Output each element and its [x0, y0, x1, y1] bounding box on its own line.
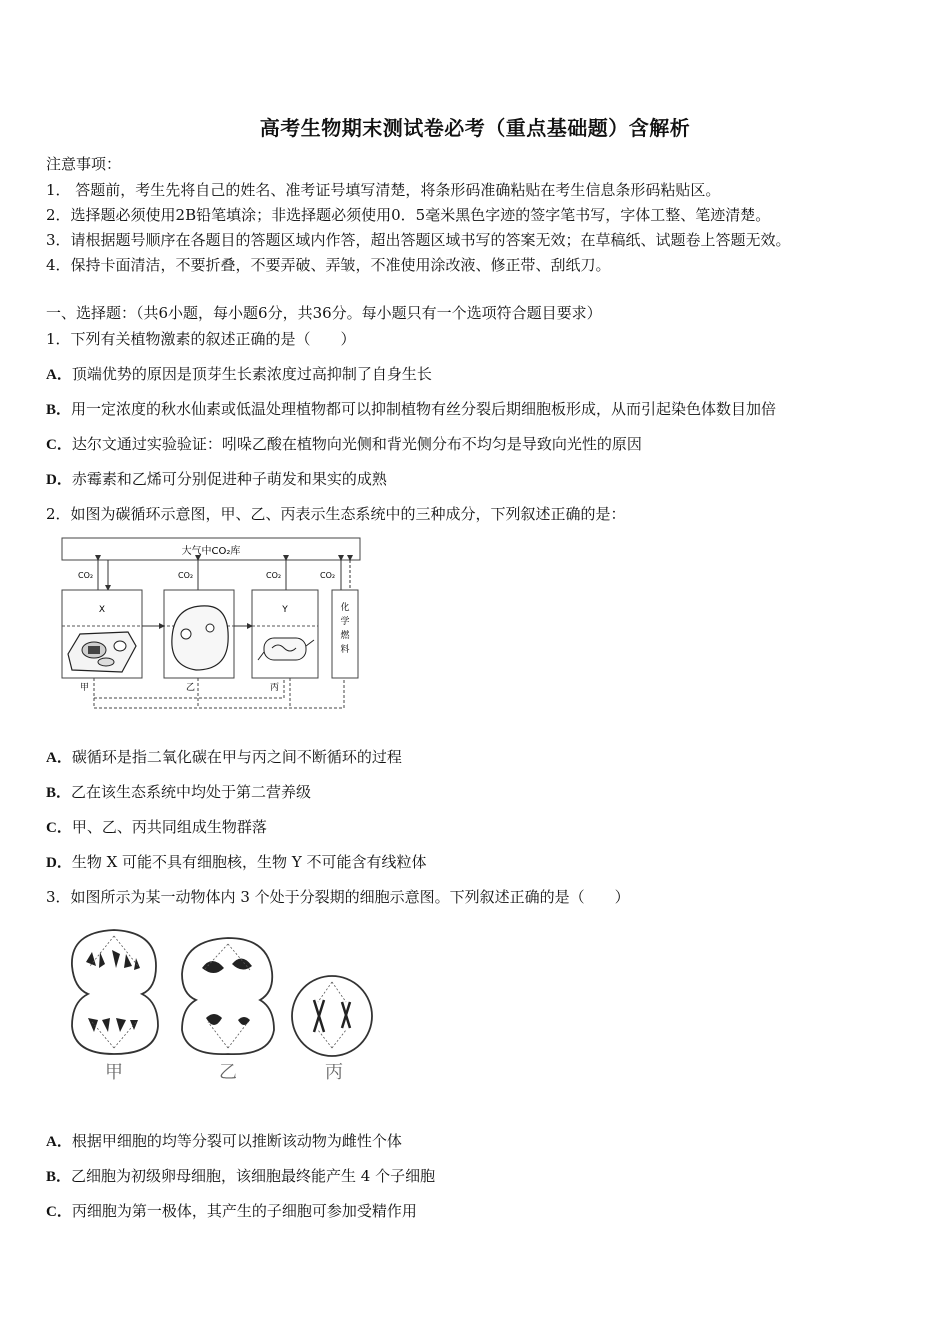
option-key: C． [46, 1204, 72, 1220]
q1-stem: 1．下列有关植物激素的叙述正确的是（ ） [46, 330, 356, 348]
option-key: D． [46, 472, 72, 488]
animal-cell-icon [172, 606, 228, 670]
co2-label-2: CO₂ [178, 571, 194, 580]
option-key: B． [46, 402, 72, 418]
option-text: 根据甲细胞的均等分裂可以推断该动物为雌性个体 [71, 1132, 402, 1150]
option-key: C． [46, 437, 72, 453]
q2-option-a [46, 747, 402, 768]
label-y: Y [282, 605, 288, 615]
co2-label-1: CO₂ [78, 571, 94, 580]
option-key: A． [46, 1134, 72, 1150]
label-jia: 甲 [105, 1062, 123, 1083]
q1-option-d [46, 469, 387, 490]
notice-item-4: 4．保持卡面清洁，不要折叠，不要弄破、弄皱，不准使用涂改液、修正带、刮纸刀。 [46, 256, 611, 274]
option-text: 用一定浓度的秋水仙素或低温处理植物都可以抑制植物有丝分裂后期细胞板形成，从而引起染色体数目加倍 [71, 400, 777, 418]
plant-cell-icon [68, 632, 136, 672]
notice-item-1: 1． 答题前，考生先将自己的姓名、准考证号填写清楚，将条形码准确粘贴在考生信息条形码粘贴区。 [46, 181, 721, 199]
notice-item-3: 3．请根据题号顺序在各题目的答题区域内作答，超出答题区域书写的答案无效；在草稿纸、试题卷上答题无效。 [46, 231, 791, 249]
label-jia: 甲 [80, 683, 90, 693]
label-bing: 丙 [270, 683, 280, 693]
q1-option-c [46, 434, 642, 455]
q3-stem: 3．如图所示为某一动物体内 3 个处于分裂期的细胞示意图。下列叙述正确的是（ ） [46, 888, 630, 906]
cell-bing-icon [292, 976, 372, 1056]
cell-division-diagram [62, 922, 382, 1087]
carbon-cycle-diagram [58, 534, 368, 714]
label-x: X [98, 605, 106, 615]
option-text: 达尔文通过实验验证：吲哚乙酸在植物向光侧和背光侧分布不均匀是导致向光性的原因 [71, 435, 642, 453]
box-bing [252, 590, 318, 678]
option-key: A． [46, 367, 72, 383]
fuel-char-3: 燃 [340, 631, 350, 641]
q3-option-a [46, 1131, 402, 1152]
fuel-char-1: 化 [340, 603, 350, 613]
q1-option-b [46, 399, 776, 420]
q3-option-c [46, 1201, 417, 1222]
option-text: 生物 X 可能不具有细胞核，生物 Y 不可能含有线粒体 [71, 853, 427, 871]
fuel-char-4: 料 [340, 645, 350, 655]
cell-jia-icon [72, 930, 158, 1054]
q2-option-b [46, 782, 311, 803]
label-bing: 丙 [325, 1062, 343, 1083]
option-text: 乙细胞为初级卵母细胞，该细胞最终能产生 4 个子细胞 [71, 1167, 436, 1185]
option-text: 丙细胞为第一极体，其产生的子细胞可参加受精作用 [71, 1202, 417, 1220]
decomposer-lines [94, 678, 344, 708]
q1-option-a [46, 364, 432, 385]
cell-yi-icon [182, 938, 274, 1054]
option-key: A． [46, 750, 72, 766]
q2-option-d [46, 852, 427, 873]
page-title: 高考生物期末测试卷必考（重点基础题）含解析 [259, 116, 691, 140]
label-yi: 乙 [219, 1062, 237, 1083]
option-text: 赤霉素和乙烯可分别促进种子萌发和果实的成熟 [71, 470, 387, 488]
option-key: B． [46, 785, 72, 801]
fuel-char-2: 学 [340, 617, 350, 627]
option-text: 乙在该生态系统中均处于第二营养级 [71, 783, 312, 801]
option-text: 甲、乙、丙共同组成生物群落 [71, 818, 267, 836]
notice-heading: 注意事项： [46, 155, 122, 173]
option-key: C． [46, 820, 72, 836]
q2-option-c [46, 817, 267, 838]
q3-option-b [46, 1166, 435, 1187]
option-text: 顶端优势的原因是顶芽生长素浓度过高抑制了自身生长 [71, 365, 432, 383]
option-key: D． [46, 855, 72, 871]
option-key: B． [46, 1169, 72, 1185]
section-heading: 一、选择题：（共6小题，每小题6分，共36分。每小题只有一个选项符合题目要求） [46, 304, 602, 322]
notice-item-2: 2．选择题必须使用2B铅笔填涂；非选择题必须使用0．5毫米黑色字迹的签字笔书写，字体工整、笔迹清楚。 [46, 206, 771, 224]
option-text: 碳循环是指二氧化碳在甲与丙之间不断循环的过程 [71, 748, 402, 766]
q2-stem: 2．如图为碳循环示意图，甲、乙、丙表示生态系统中的三种成分，下列叙述正确的是： [46, 505, 626, 523]
co2-pool-label: 大气中CO₂库 [181, 546, 241, 557]
co2-label-4: CO₂ [320, 571, 336, 580]
co2-label-3: CO₂ [266, 571, 282, 580]
label-yi: 乙 [186, 683, 196, 693]
